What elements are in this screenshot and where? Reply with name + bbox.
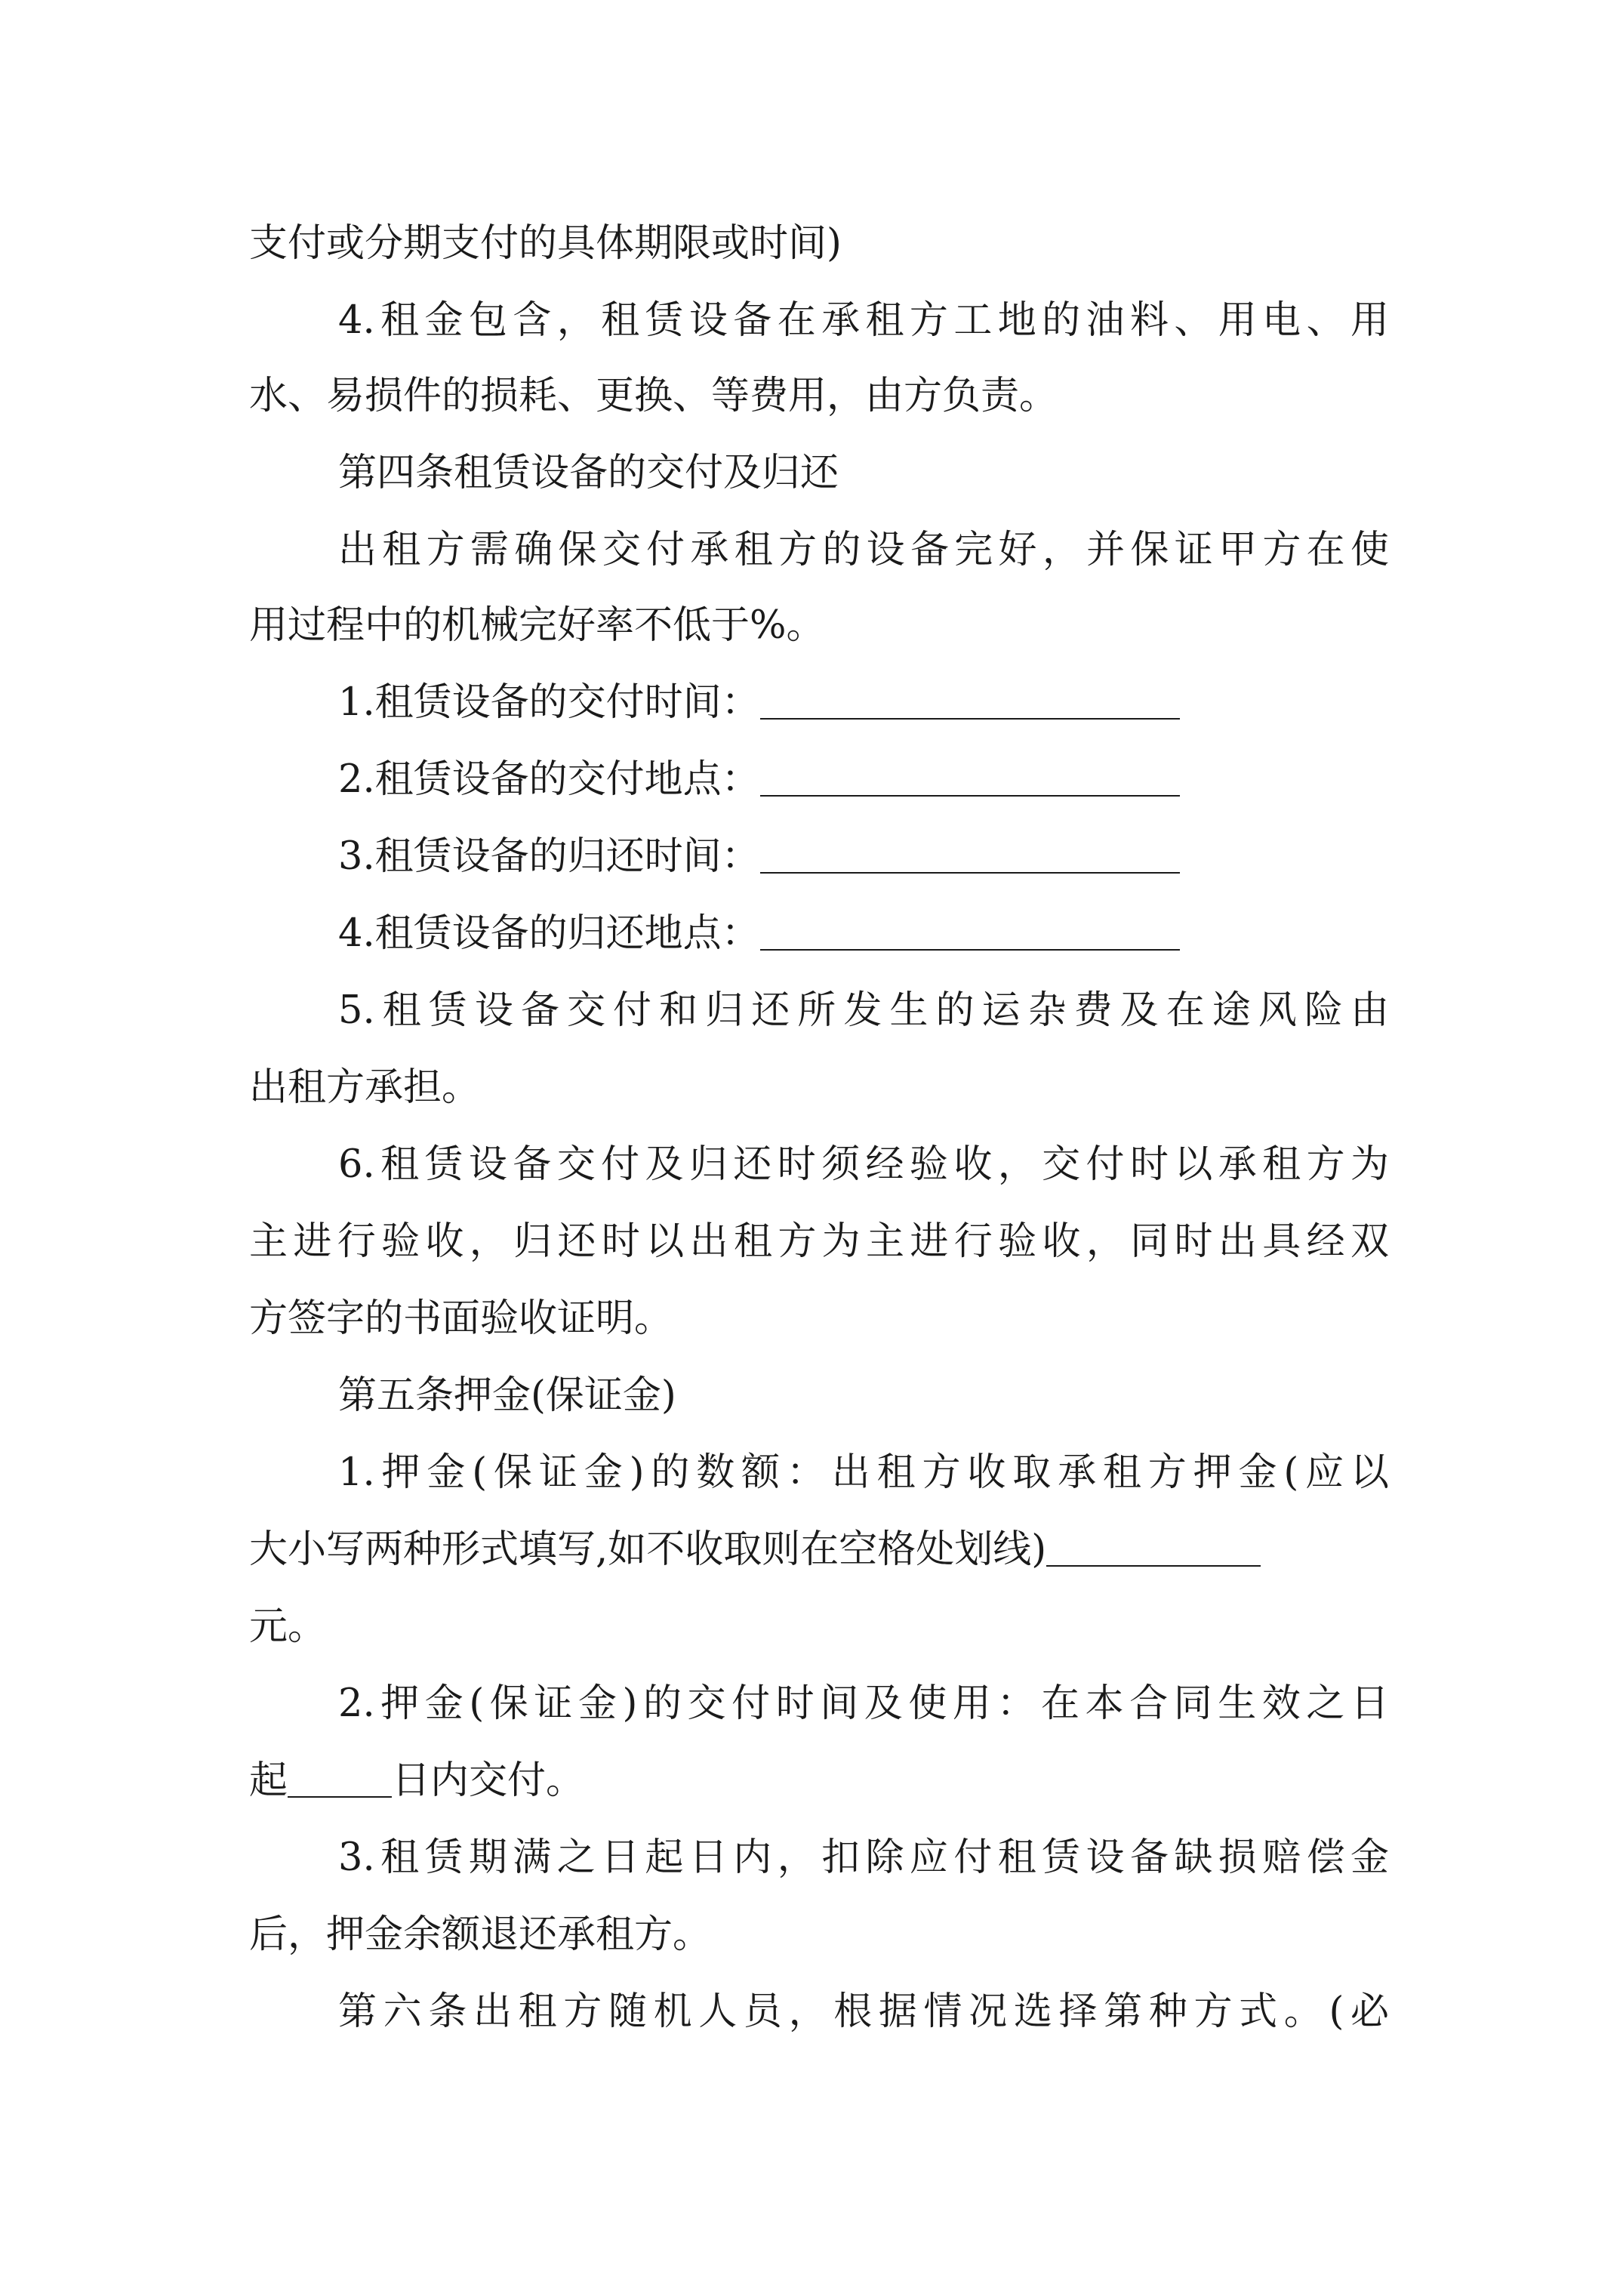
fill-in-blank[interactable] [760,831,1180,874]
text-line: 元。 [249,1604,327,1649]
text-line: 1.押金(保证金)的数额：出租方收取承租方押金(应以 [338,1450,1389,1495]
form-field-line [338,827,1389,887]
section-heading: 第六条出租方随机人员，根据情况选择第种方式。(必 [338,1989,1389,2034]
field-label: 3.租赁设备的归还时间： [338,834,760,879]
fill-in-blank[interactable] [760,754,1180,797]
text-line: 6.租赁设备交付及归还时须经验收，交付时以承租方为 [338,1142,1389,1187]
text-line: 3.租赁期满之日起日内，扣除应付租赁设备缺损赔偿金 [338,1835,1389,1880]
text-line: 主进行验收，归还时以出租方为主进行验收，同时出具经双 [249,1219,1389,1264]
text-line: 用过程中的机械完好率不低于%。 [249,603,825,648]
text-line: 出租方承担。 [249,1065,481,1110]
form-field-line [338,750,1389,810]
text-line: 后，押金余额退还承租方。 [249,1912,712,1957]
field-label: 4.租赁设备的归还地点： [338,911,760,956]
field-label: 2.租赁设备的交付地点： [338,757,760,802]
fill-in-blank[interactable] [1046,1524,1261,1567]
form-field-line [338,904,1389,964]
text-line: 4.租金包含，租赁设备在承租方工地的油料、用电、用 [338,298,1389,343]
text-line: 出租方需确保交付承租方的设备完好，并保证甲方在使 [338,528,1389,572]
form-field-line [249,1520,1389,1580]
fill-in-blank[interactable] [760,677,1180,720]
text-line: 2.押金(保证金)的交付时间及使用：在本合同生效之日 [338,1681,1389,1726]
text-line: 水、易损件的损耗、更换、等费用，由方负责。 [249,374,1058,418]
text-line: 5.租赁设备交付和归还所发生的运杂费及在途风险由 [338,988,1389,1033]
form-field-line [249,1751,1389,1811]
text-line: 方签字的书面验收证明。 [249,1296,673,1341]
fill-in-blank[interactable] [760,908,1180,951]
field-label: 1.租赁设备的交付时间： [338,680,760,725]
form-field-line [338,673,1389,733]
section-heading: 第四条租赁设备的交付及归还 [338,451,839,495]
field-label: 大小写两种形式填写,如不收取则在空格处划线) [249,1527,1047,1572]
field-label: 起 [249,1758,288,1803]
field-label: 日内交付。 [392,1758,585,1803]
fill-in-blank[interactable] [288,1755,392,1798]
text-line: 支付或分期支付的具体期限或时间) [249,221,842,266]
section-heading: 第五条押金(保证金) [338,1373,676,1418]
